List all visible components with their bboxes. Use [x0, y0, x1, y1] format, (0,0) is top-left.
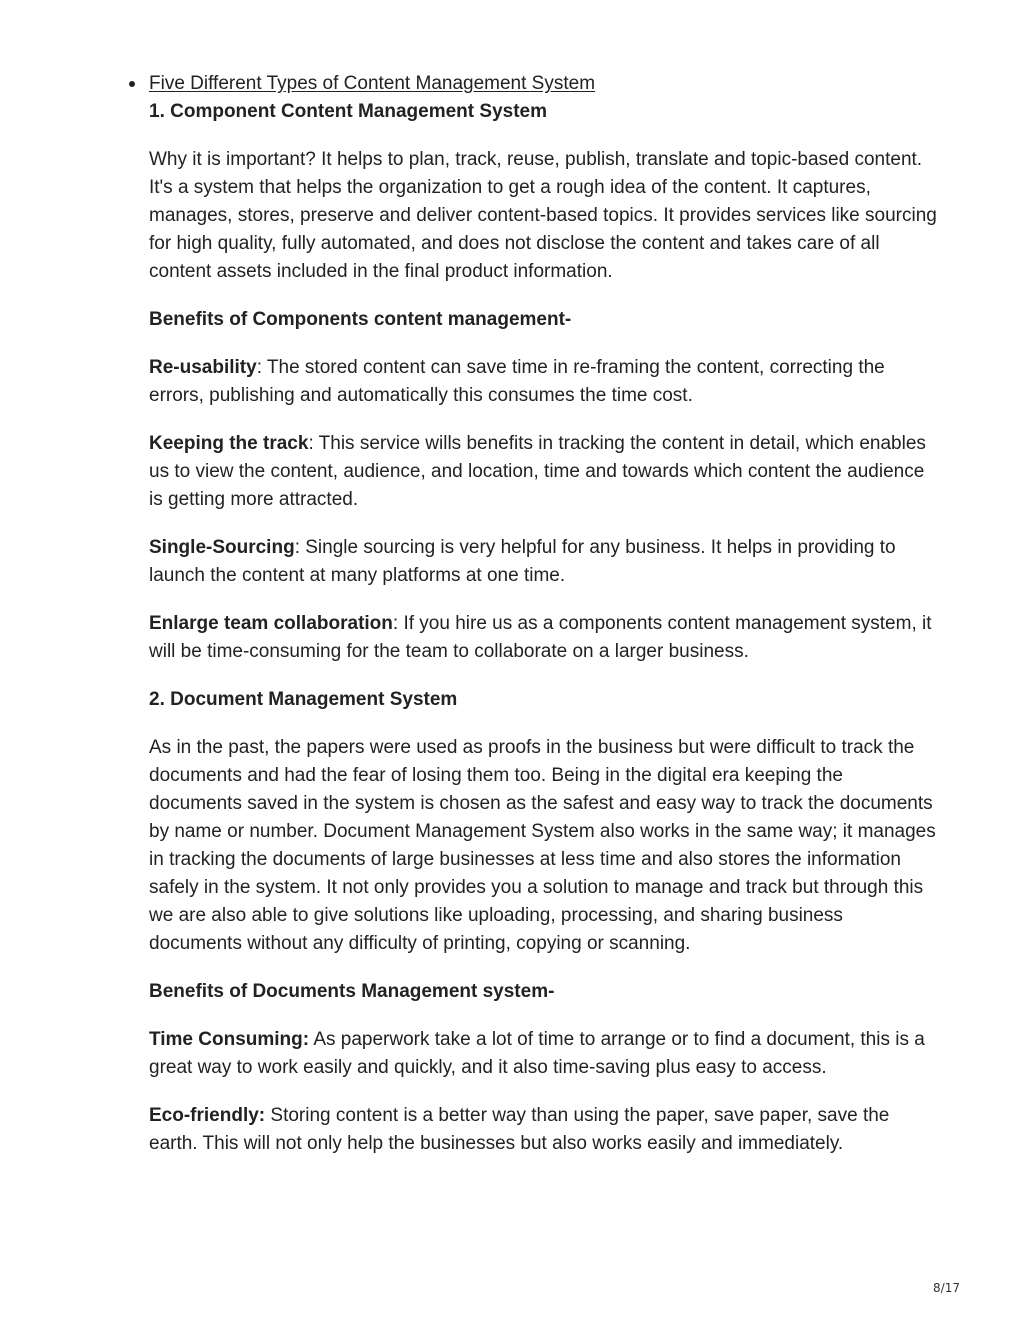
- benefit-time-consuming: [149, 1026, 939, 1082]
- section1-heading: 1. Component Content Management System: [149, 101, 547, 122]
- section2-benefits-heading: Benefits of Documents Management system-: [149, 981, 555, 1002]
- bullet-dot-icon: [129, 81, 135, 87]
- article-content: [149, 70, 939, 1158]
- benefit-text: : The stored content can save time in re-framing the content, correcting the errors, publishing and automatically this consumes the time cost.: [149, 357, 885, 406]
- benefit-text: Storing content is a better way than using the paper, save paper, save the earth. This will not only help the businesses but also works easily and immediately.: [149, 1105, 890, 1154]
- benefit-term: Keeping the track: [149, 433, 309, 454]
- content-management-types-link[interactable]: Five Different Types of Content Management System: [149, 73, 596, 94]
- benefit-term: Re-usability: [149, 357, 257, 378]
- benefit-text: As paperwork take a lot of time to arrange or to find a document, this is a great way to work easily and quickly, and it also time-saving plus easy to access.: [149, 1029, 925, 1078]
- benefit-reusability: [149, 354, 939, 410]
- benefit-term: Time Consuming:: [149, 1029, 310, 1050]
- benefit-text: : This service wills benefits in tracking the content in detail, which enables us to view the content, audience, and location, time and towards which content the audience is getting more attracted.: [149, 433, 926, 510]
- benefit-team-collaboration: [149, 610, 939, 666]
- benefit-term: Single-Sourcing: [149, 537, 295, 558]
- benefit-keeping-track: [149, 430, 939, 514]
- section2-intro-paragraph: As in the past, the papers were used as proofs in the business but were difficult to track the documents and had the fear of losing them too. Being in the digital era keeping the documents saved in the system is chosen as the safest and easy way to track the documents by name or number. Document Management System also works in the same way; it manages in tracking the documents of large businesses at less time and also stores the information safely in the system. It not only provides you a solution to manage and track but through this we are also able to give solutions like uploading, processing, and sharing business documents without any difficulty of printing, copying or scanning.: [149, 737, 936, 954]
- page-number: 8/17: [933, 1281, 960, 1295]
- benefit-single-sourcing: [149, 534, 939, 590]
- benefit-eco-friendly: [149, 1102, 939, 1158]
- bullet-list-item: [149, 70, 939, 98]
- section1-intro-paragraph: Why it is important? It helps to plan, track, reuse, publish, translate and topic-based content. It's a system that helps the organization to get a rough idea of the content. It captures, manages, stores, preserve and deliver content-based topics. It provides services like sourcing for high quality, fully automated, and does not disclose the content and takes care of all content assets included in the final product information.: [149, 149, 937, 282]
- section2-heading: 2. Document Management System: [149, 689, 458, 710]
- section1-benefits-heading: Benefits of Components content management-: [149, 309, 572, 330]
- benefit-term: Eco-friendly:: [149, 1105, 266, 1126]
- benefit-text: : If you hire us as a components content management system, it will be time-consuming for the team to collaborate on a larger business.: [149, 613, 932, 662]
- benefit-term: Enlarge team collaboration: [149, 613, 393, 634]
- benefit-text: : Single sourcing is very helpful for any business. It helps in providing to launch the content at many platforms at one time.: [149, 537, 896, 586]
